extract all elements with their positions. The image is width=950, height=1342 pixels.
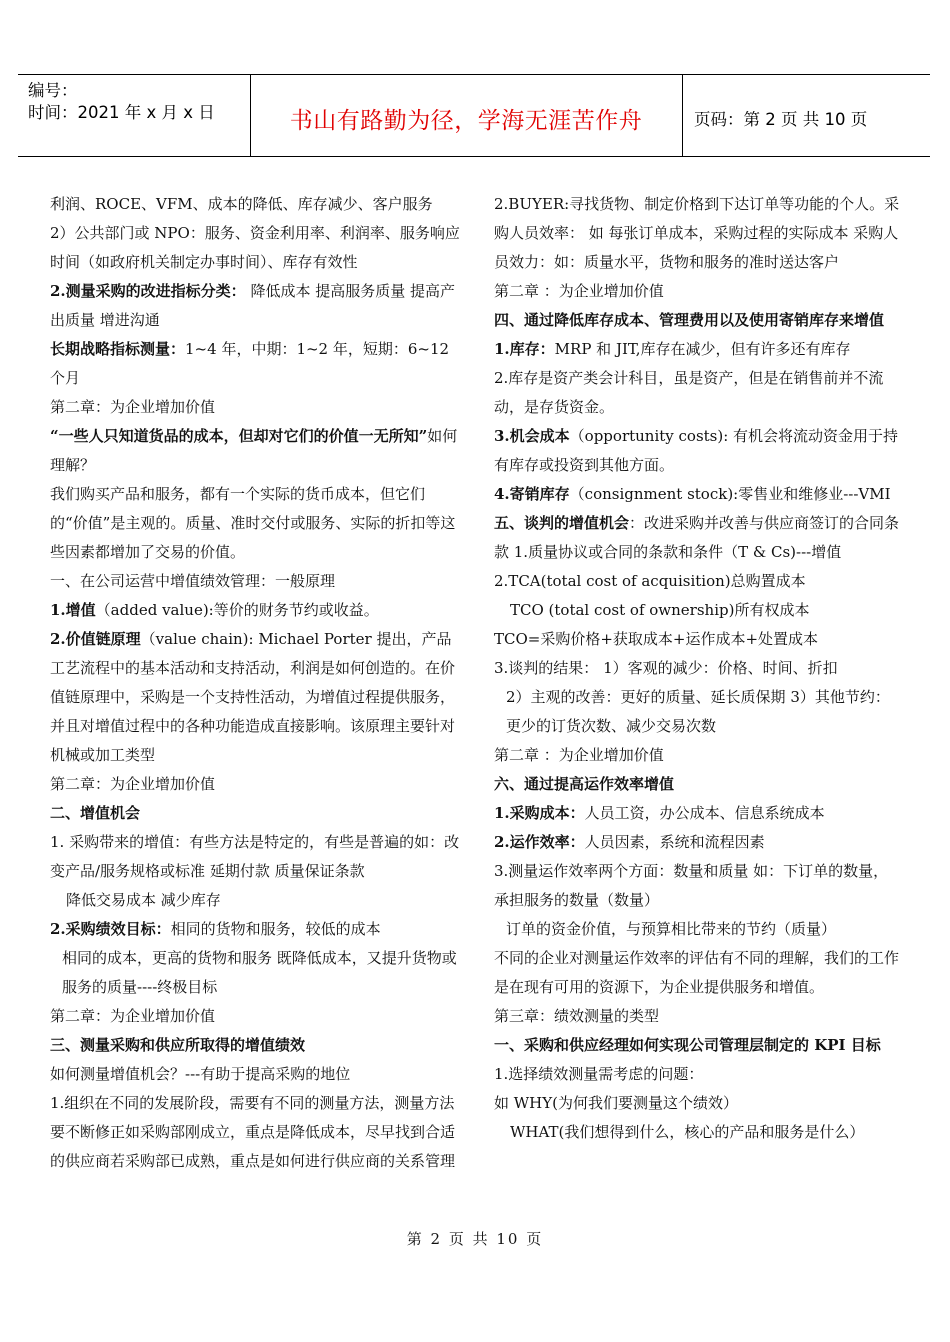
paragraph: 订单的资金价值，与预算相比带来的节约（质量） bbox=[506, 920, 837, 938]
paragraph: 降低交易成本 减少库存 bbox=[66, 891, 221, 909]
paragraph-text: MRP 和 JIT,库存在减少，但有许多还有库存 bbox=[554, 340, 851, 358]
paragraph bbox=[494, 828, 902, 857]
bold-heading: 五、谈判的增值机会 bbox=[494, 514, 630, 532]
paragraph: 2.BUYER:寻找货物、制定价格到下达订单等功能的个人。采购人员效率： 如 每张订单成本，采购过程的实际成本 采购人员效力：如：质量水平，货物和服务的准时送达客户 bbox=[494, 195, 900, 271]
paragraph: 我们购买产品和服务，都有一个实际的货币成本，但它们的“价值”是主观的。质量、准时交付或服务、实际的折扣等这些因素都增加了交易的价值。 bbox=[50, 485, 456, 561]
chapter-heading: 第二章 ：为企业增加价值 bbox=[494, 746, 664, 764]
paragraph bbox=[494, 480, 902, 509]
paragraph: 如何测量增值机会？---有助于提高采购的地位 bbox=[50, 1065, 351, 1083]
bold-heading: 4.寄销库存 bbox=[494, 485, 570, 503]
paragraph-text: （consignment stock):零售业和维修业---VMI bbox=[569, 485, 891, 503]
document-time-label: 时间：2021 年 x 月 x 日 bbox=[28, 103, 215, 122]
bold-heading: 1.采购成本： bbox=[494, 804, 585, 822]
chapter-heading: 第二章 ：为企业增加价值 bbox=[494, 282, 664, 300]
bold-heading: 2.价值链原理 bbox=[50, 630, 141, 648]
bold-heading: 2.采购绩效目标： bbox=[50, 920, 171, 938]
paragraph: TCO (total cost of ownership)所有权成本 bbox=[510, 601, 810, 619]
document-number-label: 编号： bbox=[28, 81, 78, 100]
paragraph bbox=[50, 335, 460, 393]
paragraph: 1.选择绩效测量需考虑的问题： bbox=[494, 1065, 704, 1083]
paragraph: WHAT(我们想得到什么，核心的产品和服务是什么） bbox=[510, 1123, 865, 1141]
paragraph-text: （opportunity costs): 有机会将流动资金用于持有库存或投资到其他方面。 bbox=[494, 427, 899, 474]
paragraph-text: 1~4 年，中期：1~2 年，短期：6~12 个月 bbox=[50, 340, 450, 387]
header-divider-right bbox=[682, 74, 683, 157]
paragraph: 3.测量运作效率两个方面：数量和质量 如：下订单的数量，承担服务的数量（数量） bbox=[494, 862, 889, 909]
paragraph: 1.组织在不同的发展阶段，需要有不同的测量方法，测量方法要不断修正如采购部刚成立，重点是降低成本，尽早找到合适的供应商若采购部已成熟，重点是如何进行供应商的关系管理 bbox=[50, 1094, 456, 1170]
paragraph bbox=[50, 596, 460, 625]
header-top-rule bbox=[18, 74, 930, 75]
paragraph-text: （value chain): Michael Porter 提出，产品工艺流程中的基本活动和支持活动，利润是如何创造的。在价值链原理中，采购是一个支持性活动，为增值过程提供服务，并且对增值过程中的各种功能造成直接影响。该原理主要针对机械或加工类型 bbox=[50, 630, 456, 764]
paragraph: 利润、ROCE、VFM、成本的降低、库存减少、客户服务 bbox=[50, 195, 433, 213]
section-heading: 四、通过降低库存成本、管理费用以及使用寄销库存来增值 bbox=[494, 311, 885, 329]
section-heading: 六、通过提高运作效率增值 bbox=[494, 775, 675, 793]
paragraph: 3.谈判的结果： 1）客观的减少：价格、时间、折扣 bbox=[494, 659, 838, 677]
paragraph: 如 WHY(为何我们要测量这个绩效） bbox=[494, 1094, 739, 1112]
paragraph-text: 相同的货物和服务，较低的成本 bbox=[170, 920, 381, 938]
paragraph: TCO=采购价格+获取成本+运作成本+处置成本 bbox=[494, 630, 819, 648]
chapter-heading: 第二章：为企业增加价值 bbox=[50, 775, 216, 793]
paragraph-text: 如何理解？ bbox=[50, 427, 458, 474]
bold-heading: 2.运作效率： bbox=[494, 833, 585, 851]
chapter-heading: 第三章：绩效测量的类型 bbox=[494, 1007, 660, 1025]
paragraph: 不同的企业对测量运作效率的评估有不同的理解，我们的工作是在现有可用的资源下，为企业提供服务和增值。 bbox=[494, 949, 900, 996]
paragraph-text: 人员工资，办公成本、信息系统成本 bbox=[584, 804, 825, 822]
paragraph bbox=[50, 422, 460, 480]
paragraph bbox=[494, 509, 902, 596]
paragraph bbox=[50, 277, 460, 335]
bold-heading: 2.测量采购的改进指标分类： bbox=[50, 282, 246, 300]
paragraph: 相同的成本，更高的货物和服务 既降低成本，又提升货物或服务的质量----终极目标 bbox=[62, 949, 457, 996]
bold-heading: “一些人只知道货品的成本，但却对它们的价值一无所知” bbox=[50, 427, 428, 445]
paragraph: 2）主观的改善：更好的质量、延长质保期 3）其他节约：更少的订货次数、减少交易次数 bbox=[506, 688, 890, 735]
paragraph bbox=[50, 915, 460, 944]
chapter-heading: 第二章：为企业增加价值 bbox=[50, 398, 216, 416]
bold-heading: 长期战略指标测量： bbox=[50, 340, 186, 358]
header-page-number: 页码：第 2 页 共 10 页 bbox=[694, 110, 868, 129]
bold-heading: 1.库存： bbox=[494, 340, 555, 358]
right-column bbox=[494, 190, 902, 1147]
paragraph-text: （added value):等价的财务节约或收益。 bbox=[95, 601, 379, 619]
header-meta bbox=[28, 80, 215, 124]
header-motto: 书山有路勤为径，学海无涯苦作舟 bbox=[289, 108, 643, 134]
left-column bbox=[50, 190, 460, 1176]
paragraph-text: 降低成本 提高服务质量 提高产出质量 增进沟通 bbox=[50, 282, 455, 329]
paragraph: 2.库存是资产类会计科目，虽是资产，但是在销售前并不流动，是存货资金。 bbox=[494, 369, 884, 416]
paragraph: 1. 采购带来的增值：有些方法是特定的，有些是普遍的如：改变产品/服务规格或标准 延期付款 质量保证条款 bbox=[50, 833, 460, 880]
page-footer: 第 2 页 共 10 页 bbox=[406, 1230, 544, 1248]
paragraph bbox=[50, 625, 460, 770]
section-heading: 一、采购和供应经理如何实现公司管理层制定的 KPI 目标 bbox=[494, 1036, 881, 1054]
bold-heading: 1.增值 bbox=[50, 601, 96, 619]
header-bottom-rule bbox=[18, 156, 930, 157]
section-heading: 三、测量采购和供应所取得的增值绩效 bbox=[50, 1036, 306, 1054]
paragraph bbox=[494, 335, 902, 364]
section-heading: 一、在公司运营中增值绩效管理：一般原理 bbox=[50, 572, 336, 590]
bold-heading: 3.机会成本 bbox=[494, 427, 570, 445]
paragraph-text: 人员因素，系统和流程因素 bbox=[584, 833, 765, 851]
page-header bbox=[18, 74, 930, 158]
paragraph: 2）公共部门或 NPO：服务、资金利用率、利润率、服务响应时间（如政府机关制定办事时间）、库存有效性 bbox=[50, 224, 460, 271]
paragraph-text: ：改进采购并改善与供应商签订的合同条款 1.质量协议或合同的条款和条件（T & Cs)---增值 2.TCA(total cost of acquisition)总购置成本 bbox=[494, 514, 900, 590]
paragraph bbox=[494, 799, 902, 828]
section-heading: 二、增值机会 bbox=[50, 804, 141, 822]
paragraph bbox=[494, 422, 902, 480]
chapter-heading: 第二章：为企业增加价值 bbox=[50, 1007, 216, 1025]
